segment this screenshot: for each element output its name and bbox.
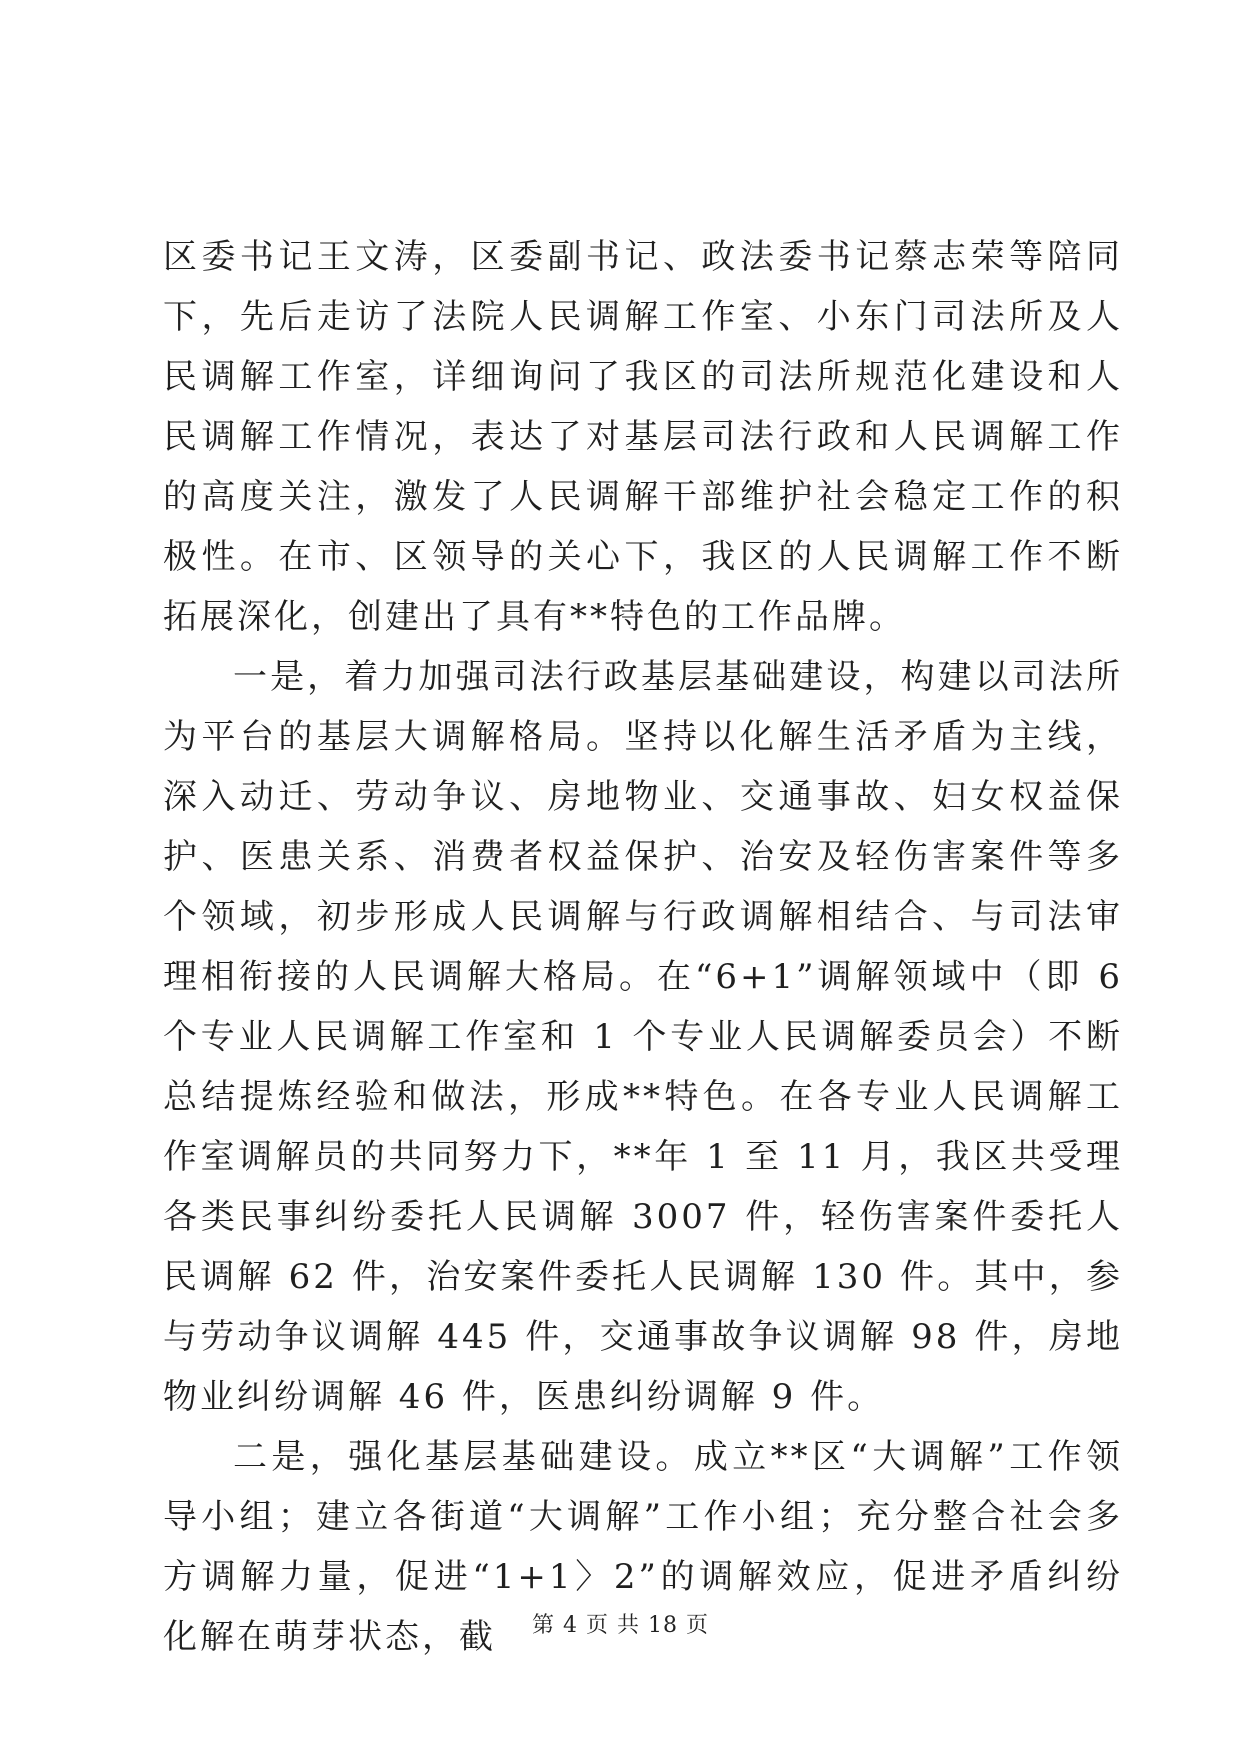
paragraph-point-two: 二是，强化基层基础建设。成立**区“大调解”工作领导小组；建立各街道“大调解”工作小组；充分整合社会多方调解力量，促进“1+1〉2”的调解效应，促进矛盾纠纷化解在萌芽状态，截 (163, 1437, 1123, 1657)
paragraph-continuation: 区委书记王文涛，区委副书记、政法委书记蔡志荣等陪同下，先后走访了法院人民调解工作室、小东门司法所及人民调解工作室，详细询问了我区的司法所规范化建设和人民调解工作情况，表达了对基层司法行政和人民调解工作的高度关注，激发了人民调解干部维护社会稳定工作的积极性。在市、区领导的关心下，我区的人民调解工作不断拓展深化，创建出了具有**特色的工作品牌。 (163, 237, 1123, 637)
page-footer: 第 4 页 共 18 页 (532, 1613, 709, 1638)
paragraph-point-one: 一是，着力加强司法行政基层基础建设，构建以司法所为平台的基层大调解格局。坚持以化解生活矛盾为主线，深入动迁、劳动争议、房地物业、交通事故、妇女权益保护、医患关系、消费者权益保护、治安及轻伤害案件等多个领域，初步形成人民调解与行政调解相结合、与司法审理相衔接的人民调解大格局。在“6+1”调解领域中（即 6 个专业人民调解工作室和 1 个专业人民调解委员会）不断总结提炼经验和做法，形成**特色。在各专业人民调解工作室调解员的共同努力下，**年 1 至 11 月，我区共受理各类民事纠纷委托人民调解 3007 件，轻伤害案件委托人民调解 62 件，治安案件委托人民调解 130 件。其中，参与劳动争议调解 445 件，交通事故争议调解 98 件，房地物业纠纷调解 46 件，医患纠纷调解 9 件。 (163, 657, 1123, 1417)
document-body (163, 227, 1123, 1667)
